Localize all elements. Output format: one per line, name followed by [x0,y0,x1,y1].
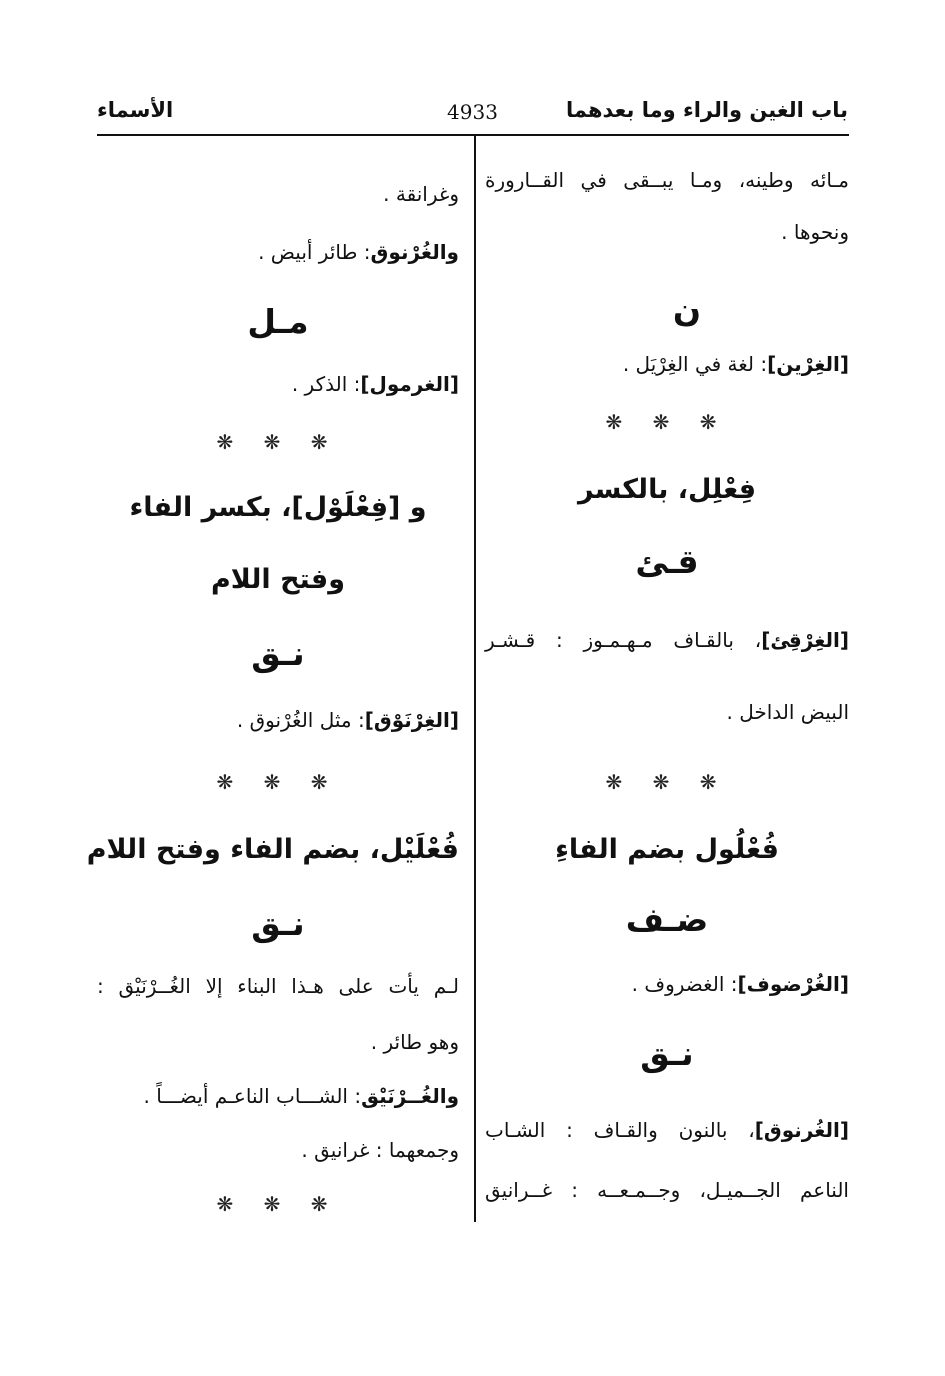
entry-line [97,240,459,264]
section-separator: ❋ ❋ ❋ [605,770,729,794]
text-line: ونحوها . [781,220,849,244]
entry-line [97,1084,459,1108]
entry-definition: : مثل الغُرْنوق . [236,708,365,732]
pattern-heading: فُعْلُول بضم الفاءِ [555,834,779,865]
text-line: وهو طائر . [370,1030,459,1054]
entry-definition: : طائر أبيض . [258,240,371,264]
text-line: وجمعهما : غرانيق . [301,1138,459,1162]
text-line: البيض الداخل . [726,700,849,724]
entry-term: [الغِرْقِئ] [761,628,849,652]
page-number: 4933 [447,100,498,124]
root-heading: نـق [251,634,305,673]
entry-term: [الغِرْنَوْق] [364,708,459,732]
root-heading: نـق [640,1034,694,1073]
entry-definition: ، بالنون والقـاف : الشـاب [485,1118,755,1142]
entry-term: والغُــرْنَيْق [361,1084,459,1108]
running-header-section: الأسماء [97,98,174,122]
running-header-chapter: باب الغين والراء وما بعدهما [566,98,848,122]
entry-term: [الغِرْين] [767,352,849,376]
root-heading: مـل [247,302,309,341]
entry-line [485,628,849,652]
pattern-heading: و [فِعْلَوْل]، بكسر الفاء [129,492,427,523]
section-separator: ❋ ❋ ❋ [216,770,340,794]
text-line: الناعم الجــميـل، وجــمـعــه : غــرانيق [485,1178,849,1202]
header-rule [97,134,849,136]
root-heading: ن [672,290,702,329]
entry-definition: : لغة في الغِرْيَل . [622,352,768,376]
section-separator: ❋ ❋ ❋ [605,410,729,434]
entry-term: [الغُرْضوف] [737,972,849,996]
section-separator: ❋ ❋ ❋ [216,1192,340,1216]
entry-line [485,1118,849,1142]
entry-term: والغُرْنوق [370,240,459,264]
text-line: مـائه وطينه، ومـا يبــقى في القــارورة [485,168,849,192]
root-heading: قـئ [635,542,699,581]
entry-definition: : الشـــاب الناعـم أيضـــاً . [143,1084,362,1108]
pattern-heading: فِعْلِل، بالكسر [577,474,757,505]
root-heading: نـق [251,904,305,943]
entry-definition: : الغضروف . [631,972,738,996]
text-line: لـم يأت على هـذا البناء إلا الغُــرْنَيْق : [97,974,459,998]
column-divider [474,134,476,1222]
entry-line [97,372,459,396]
entry-line [97,708,459,732]
pattern-heading: فُعْلَيْل، بضم الفاء وفتح اللام [86,834,459,865]
entry-term: [الغُرنوق] [754,1118,849,1142]
entry-term: [الغرمول] [360,372,459,396]
text-line: وغرانقة . [383,182,459,206]
entry-definition: ، بالقـاف مـهـمـوز : قـشـر [485,628,762,652]
root-heading: ضـف [625,900,709,939]
entry-definition: : الذكر . [291,372,361,396]
entry-line [485,352,849,376]
section-separator: ❋ ❋ ❋ [216,430,340,454]
pattern-heading: وفتح اللام [210,564,346,595]
entry-line [485,972,849,996]
